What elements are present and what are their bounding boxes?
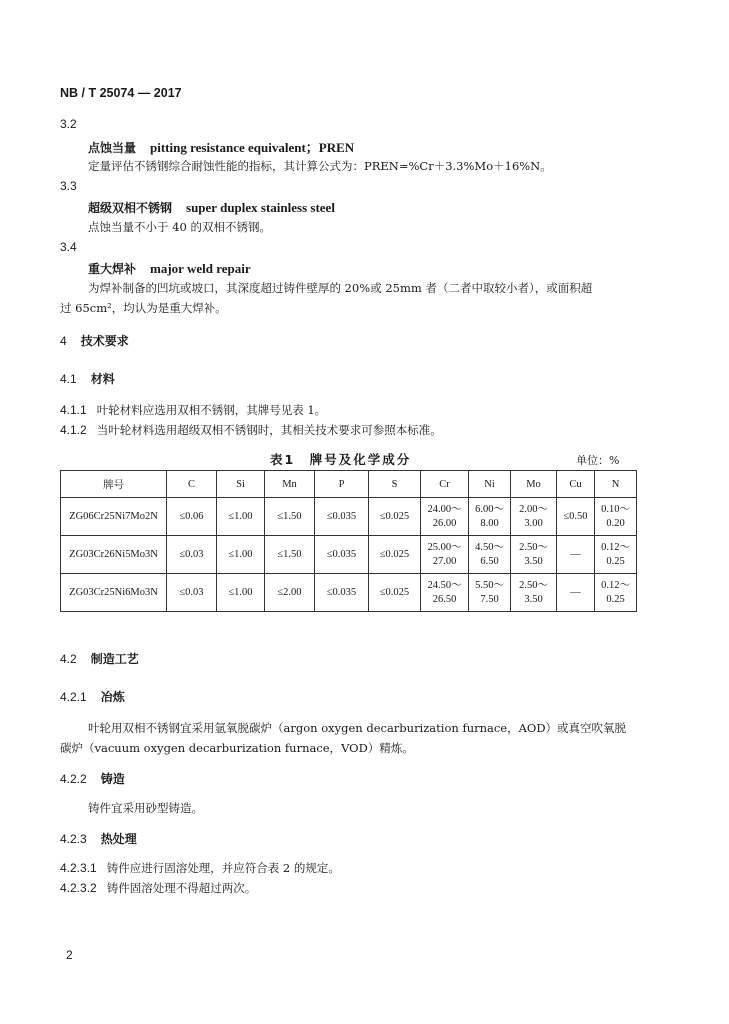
clause-text: 铸件固溶处理不得超过两次。 [106, 881, 257, 895]
table-header-cell: Cr [421, 471, 469, 498]
table-header-cell: Mn [265, 471, 315, 498]
value-cell [595, 536, 637, 574]
value-cell: ≤0.025 [369, 536, 421, 574]
paragraph-line: 碳炉（vacuum oxygen decarburization furnace，VOD）精炼。 [60, 741, 414, 755]
section-number: 4.2.2 [60, 772, 87, 786]
clause-text: 铸件应进行固溶处理，并应符合表 2 的规定。 [106, 861, 340, 875]
term-number: 3.4 [60, 240, 77, 254]
range-part: 3.50 [524, 593, 543, 605]
term-definition-line: 过 65cm²，均认为是重大焊补。 [60, 301, 227, 315]
value-cell: ≤0.035 [315, 574, 369, 612]
range-part: 7.50 [480, 593, 499, 605]
range-part: 0.10～ [601, 503, 630, 515]
clause-number: 4.1.2 [60, 423, 87, 437]
document-code: NB / T 25074 — 2017 [60, 86, 182, 100]
section-title: 制造工艺 [90, 652, 139, 666]
range-part: 0.12～ [601, 541, 630, 553]
clause-text: 当叶轮材料选用超级双相不锈钢时，其相关技术要求可参照本标准。 [96, 423, 442, 437]
term-definition: 定量评估不锈钢综合耐蚀性能的指标，其计算公式为：PREN=%Cr＋3.3%Mo＋16%N。 [88, 159, 552, 173]
table-row [61, 536, 637, 574]
range-part: 0.12～ [601, 579, 630, 591]
term-definition-line: 为焊补制备的凹坑或坡口，其深度超过铸件壁厚的 20%或 25mm 者（二者中取较小者），或面积超 [88, 281, 593, 295]
section-title: 冶炼 [100, 690, 125, 704]
value-cell: ≤1.50 [265, 498, 315, 536]
value-cell: ≤2.00 [265, 574, 315, 612]
value-cell: ≤0.06 [167, 498, 217, 536]
page-number: 2 [66, 948, 73, 962]
table-row [61, 574, 637, 612]
value-cell [511, 574, 557, 612]
term-heading [88, 260, 251, 277]
table-header-row [61, 471, 637, 498]
section-title: 铸造 [100, 772, 125, 786]
section-title: 技术要求 [80, 334, 129, 348]
clause-number: 4.1.1 [60, 403, 87, 417]
range-part: 0.20 [606, 517, 625, 529]
value-cell: — [557, 574, 595, 612]
value-cell: ≤1.50 [265, 536, 315, 574]
section-number: 4.2 [60, 652, 77, 666]
clause-4-1-1 [60, 402, 326, 418]
composition-table [60, 470, 637, 612]
value-cell [421, 574, 469, 612]
range-part: 6.00～ [475, 503, 504, 515]
value-cell: ≤0.035 [315, 498, 369, 536]
table-header-cell: Cu [557, 471, 595, 498]
range-part: 0.25 [606, 555, 625, 567]
range-part: 2.50～ [519, 541, 548, 553]
section-title: 材料 [90, 372, 115, 386]
value-cell [469, 574, 511, 612]
range-part: 4.50～ [475, 541, 504, 553]
section-number: 4.2.3 [60, 832, 87, 846]
term-chinese: 点蚀当量 [88, 141, 137, 155]
value-cell: ≤0.03 [167, 536, 217, 574]
value-cell: ≤0.035 [315, 536, 369, 574]
grade-cell: ZG03Cr25Ni6Mo3N [61, 574, 167, 612]
term-heading [88, 137, 354, 156]
range-part: 2.50～ [519, 579, 548, 591]
table-header-cell: P [315, 471, 369, 498]
subsection-heading [60, 688, 125, 705]
term-chinese: 超级双相不锈钢 [88, 201, 173, 215]
term-number: 3.2 [60, 117, 77, 131]
term-english: super duplex stainless steel [186, 200, 335, 215]
range-part: 24.50～ [427, 579, 462, 591]
paragraph-line: 铸件宜采用砂型铸造。 [88, 801, 203, 815]
value-cell: ≤0.50 [557, 498, 595, 536]
term-english: major weld repair [150, 261, 251, 276]
grade-cell: ZG06Cr25Ni7Mo2N [61, 498, 167, 536]
term-english: pitting resistance equivalent；PREN [150, 140, 355, 155]
value-cell [469, 536, 511, 574]
value-cell: ≤1.00 [217, 498, 265, 536]
table-header-cell: Mo [511, 471, 557, 498]
subsection-heading [60, 370, 115, 387]
range-part: 3.50 [524, 555, 543, 567]
range-part: 8.00 [480, 517, 499, 529]
clause-text: 叶轮材料应选用双相不锈钢，其牌号见表 1。 [96, 403, 327, 417]
value-cell: ≤0.03 [167, 574, 217, 612]
range-part: 27.00 [432, 555, 457, 567]
range-part: 0.25 [606, 593, 625, 605]
clause-4-2-3-1 [60, 860, 340, 876]
paragraph-line: 叶轮用双相不锈钢宜采用氩氧脱碳炉（argon oxygen decarburization furnace，AOD）或真空吹氧脱 [88, 721, 627, 735]
section-number: 4 [60, 334, 67, 348]
value-cell: ≤1.00 [217, 536, 265, 574]
value-cell [421, 536, 469, 574]
table-header-cell: C [167, 471, 217, 498]
subsection-heading [60, 830, 137, 847]
table-unit: 单位：% [576, 454, 620, 467]
clause-4-1-2 [60, 422, 442, 438]
term-heading [88, 199, 335, 216]
table-header-cell: N [595, 471, 637, 498]
range-part: 2.00～ [519, 503, 548, 515]
value-cell: — [557, 536, 595, 574]
value-cell [469, 498, 511, 536]
value-cell [511, 498, 557, 536]
clause-number: 4.2.3.1 [60, 861, 97, 875]
section-title: 热处理 [100, 832, 137, 846]
subsection-heading [60, 770, 125, 787]
value-cell [511, 536, 557, 574]
value-cell [595, 498, 637, 536]
table-caption: 表1 牌号及化学成分 [270, 452, 412, 467]
range-part: 6.50 [480, 555, 499, 567]
clause-number: 4.2.3.2 [60, 881, 97, 895]
range-part: 3.00 [524, 517, 543, 529]
range-part: 24.00～ [427, 503, 462, 515]
value-cell [421, 498, 469, 536]
value-cell: ≤1.00 [217, 574, 265, 612]
grade-cell: ZG03Cr26Ni5Mo3N [61, 536, 167, 574]
table-header-cell: Si [217, 471, 265, 498]
table-header-cell: 牌号 [61, 471, 167, 498]
clause-4-2-3-2 [60, 880, 256, 896]
value-cell: ≤0.025 [369, 574, 421, 612]
table-row [61, 498, 637, 536]
section-number: 4.2.1 [60, 690, 87, 704]
table-header-cell: S [369, 471, 421, 498]
value-cell: ≤0.025 [369, 498, 421, 536]
table-header-cell: Ni [469, 471, 511, 498]
subsection-heading [60, 650, 139, 667]
term-number: 3.3 [60, 179, 77, 193]
range-part: 26.50 [432, 593, 457, 605]
value-cell [595, 574, 637, 612]
term-chinese: 重大焊补 [88, 262, 137, 276]
term-definition: 点蚀当量不小于 40 的双相不锈钢。 [88, 220, 271, 234]
range-part: 26.00 [432, 517, 457, 529]
range-part: 25.00～ [427, 541, 462, 553]
range-part: 5.50～ [475, 579, 504, 591]
section-number: 4.1 [60, 372, 77, 386]
section-heading [60, 332, 129, 349]
